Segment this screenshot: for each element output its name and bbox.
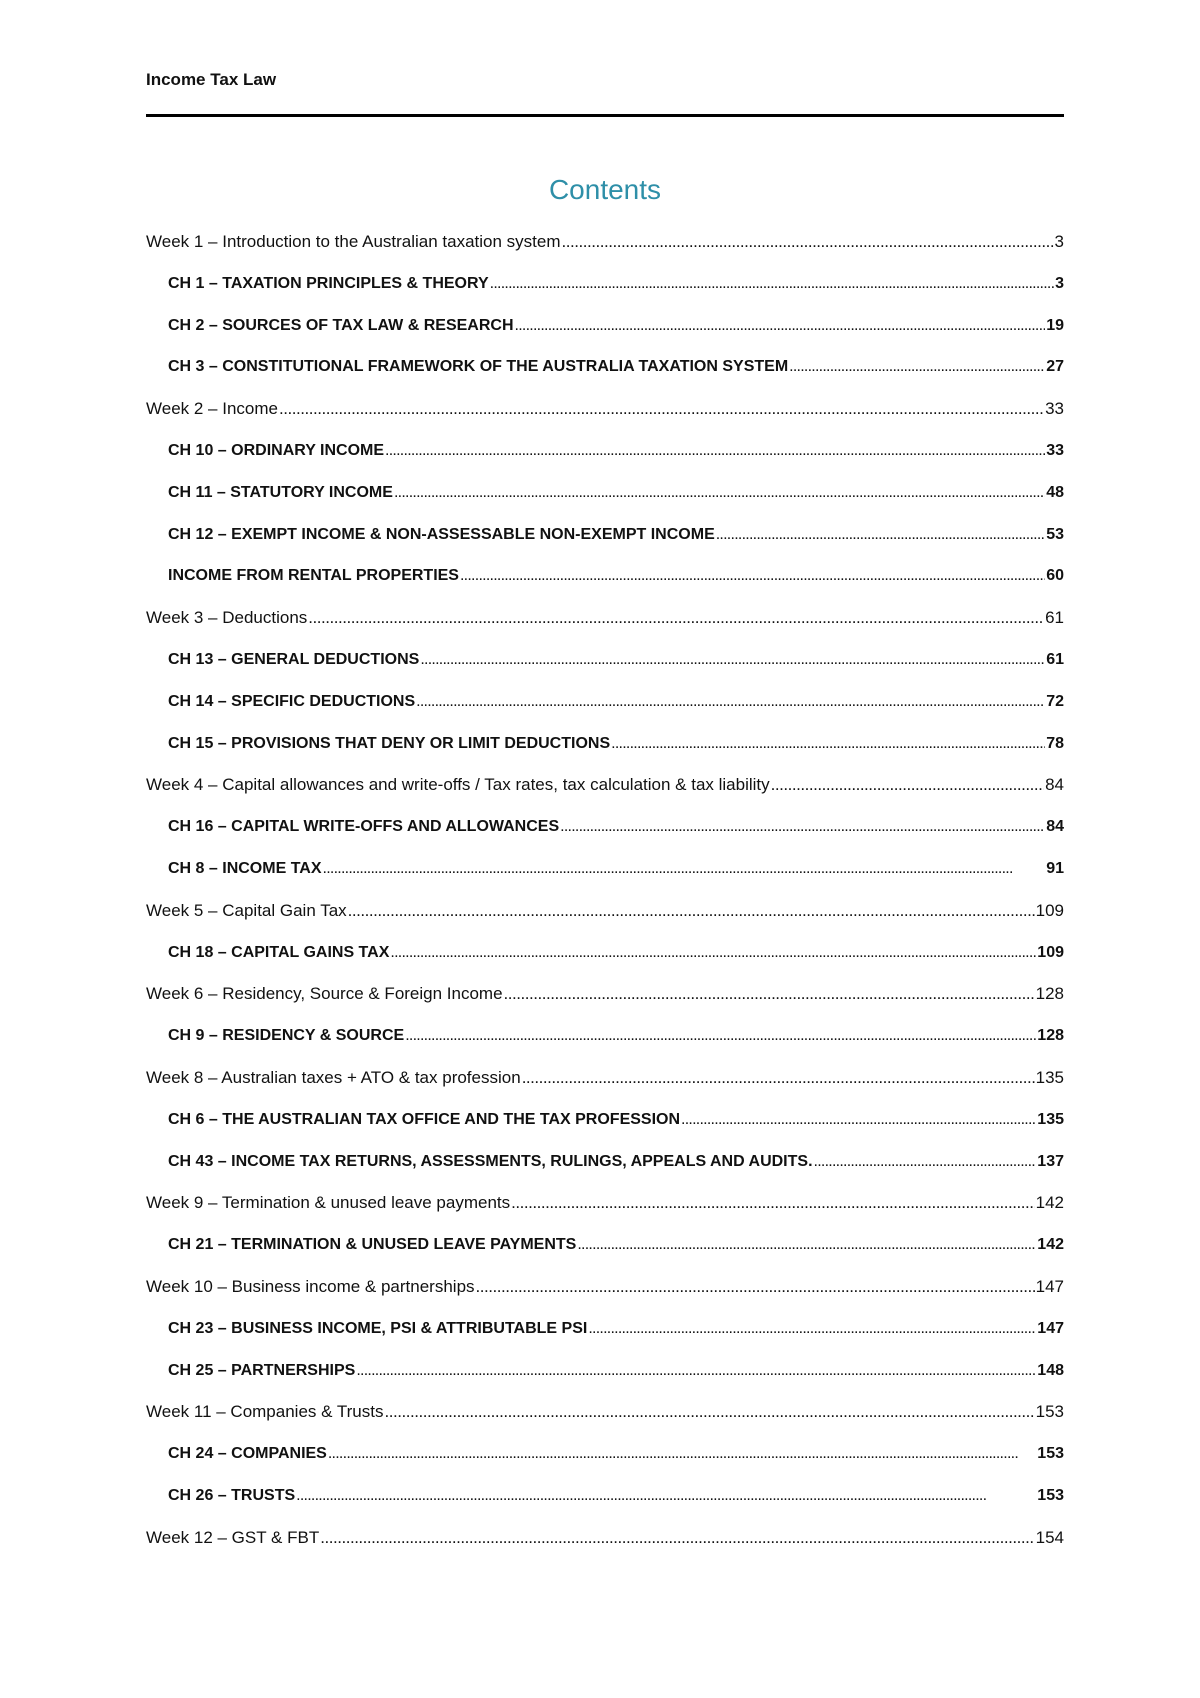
toc-entry-chapter[interactable] [146, 648, 1064, 690]
toc-dot-leader [296, 1484, 1036, 1508]
toc-entry-label: CH 24 – COMPANIES [168, 1445, 327, 1463]
toc-page-number: 33 [1045, 399, 1064, 419]
toc-entry-chapter[interactable] [146, 564, 1064, 606]
toc-entry-chapter[interactable] [146, 523, 1064, 565]
toc-page-number: 3 [1054, 232, 1064, 251]
toc-page-number: 147 [1037, 1319, 1064, 1337]
toc-entry-label: CH 9 – RESIDENCY & SOURCE [168, 1027, 405, 1045]
toc-dot-leader [814, 1150, 1037, 1174]
toc-dot-leader [511, 1191, 1034, 1215]
toc-page-number: 137 [1037, 1152, 1064, 1170]
toc-entry-label: CH 18 – CAPITAL GAINS TAX [168, 943, 390, 961]
toc-page-number: 147 [1035, 1276, 1064, 1296]
toc-page-number: 53 [1046, 525, 1064, 543]
toc-entry-chapter[interactable] [146, 1108, 1064, 1150]
toc-page-number: 135 [1037, 1110, 1064, 1128]
toc-dot-leader [789, 355, 1045, 379]
toc-page-number: 33 [1046, 441, 1064, 459]
toc-entry-chapter[interactable] [146, 1359, 1064, 1401]
toc-dot-leader [416, 690, 1045, 714]
toc-entry-label: Week 10 – Business income & partnerships [146, 1276, 475, 1296]
toc-page-number: 72 [1046, 692, 1064, 710]
toc-entry-chapter[interactable] [146, 690, 1064, 732]
toc-dot-leader [560, 815, 1045, 839]
toc-entry-week[interactable] [146, 1526, 1064, 1568]
toc-dot-leader [522, 1066, 1035, 1090]
toc-page-number: 61 [1045, 608, 1064, 628]
toc-entry-label: CH 6 – THE AUSTRALIAN TAX OFFICE AND THE TAX PROFESSION [168, 1110, 681, 1128]
toc-dot-leader [611, 732, 1045, 756]
toc-entry-label: CH 11 – STATUTORY INCOME [168, 483, 393, 501]
toc-entry-label: CH 8 – INCOME TAX [168, 859, 322, 877]
toc-entry-label: CH 15 – PROVISIONS THAT DENY OR LIMIT DEDUCTIONS [168, 734, 611, 752]
toc-page-number: 148 [1037, 1361, 1064, 1379]
toc-page-number: 3 [1055, 274, 1064, 292]
table-of-contents [146, 230, 1064, 1568]
toc-entry-label: Week 12 – GST & FBT [146, 1527, 320, 1547]
toc-entry-label: CH 1 – TAXATION PRINCIPLES & THEORY [168, 274, 489, 292]
toc-heading: Contents [548, 174, 662, 205]
toc-entry-chapter[interactable] [146, 1484, 1064, 1526]
toc-dot-leader [490, 272, 1054, 296]
toc-entry-chapter[interactable] [146, 857, 1064, 899]
page-header [146, 70, 1064, 90]
toc-entry-label: CH 21 – TERMINATION & UNUSED LEAVE PAYMENTS [168, 1236, 577, 1254]
toc-entry-label: Week 5 – Capital Gain Tax [146, 900, 347, 920]
toc-dot-leader [504, 982, 1035, 1006]
toc-entry-label: Week 4 – Capital allowances and write-offs / Tax rates, tax calculation & tax liability [146, 775, 770, 795]
toc-page-number: 61 [1046, 650, 1064, 668]
toc-entry-chapter[interactable] [146, 1150, 1064, 1192]
toc-page-number: 19 [1046, 316, 1064, 334]
toc-dot-leader [328, 1442, 1036, 1466]
toc-entry-label: CH 3 – CONSTITUTIONAL FRAMEWORK OF THE AUSTRALIA TAXATION SYSTEM [168, 358, 789, 376]
toc-entry-label: CH 26 – TRUSTS [168, 1486, 296, 1504]
toc-page-number: 153 [1035, 1402, 1064, 1422]
toc-page-number: 153 [1037, 1486, 1064, 1504]
toc-dot-leader [562, 230, 1054, 254]
toc-entry-week[interactable] [146, 606, 1064, 648]
toc-page-number: 78 [1046, 734, 1064, 752]
toc-dot-leader [420, 648, 1045, 672]
toc-page-number: 135 [1035, 1067, 1064, 1087]
toc-page-number: 84 [1045, 775, 1064, 795]
toc-entry-label: CH 16 – CAPITAL WRITE-OFFS AND ALLOWANCES [168, 818, 560, 836]
toc-entry-week[interactable] [146, 397, 1064, 439]
toc-entry-label: Week 2 – Income [146, 399, 278, 419]
toc-dot-leader [348, 899, 1035, 923]
toc-entry-week[interactable] [146, 1191, 1064, 1233]
toc-entry-chapter[interactable] [146, 481, 1064, 523]
header-rule [146, 114, 1064, 117]
toc-entry-label: Week 8 – Australian taxes + ATO & tax profession [146, 1067, 521, 1087]
toc-page-number: 109 [1035, 900, 1064, 920]
toc-entry-label: CH 2 – SOURCES OF TAX LAW & RESEARCH [168, 316, 514, 334]
toc-entry-label: Week 9 – Termination & unused leave payments [146, 1193, 511, 1213]
toc-dot-leader [356, 1359, 1036, 1383]
toc-entry-label: Week 1 – Introduction to the Australian taxation system [146, 232, 561, 251]
toc-page-number: 154 [1035, 1527, 1064, 1547]
toc-page-number: 91 [1046, 859, 1064, 877]
toc-entry-week[interactable] [146, 230, 1064, 272]
toc-entry-week[interactable] [146, 1400, 1064, 1442]
toc-entry-label: Week 6 – Residency, Source & Foreign Income [146, 984, 503, 1004]
toc-entry-week[interactable] [146, 1275, 1064, 1317]
toc-entry-chapter[interactable] [146, 355, 1064, 397]
toc-dot-leader [515, 314, 1046, 338]
toc-entry-label: CH 12 – EXEMPT INCOME & NON-ASSESSABLE NON-EXEMPT INCOME [168, 525, 715, 543]
toc-entry-label: CH 43 – INCOME TAX RETURNS, ASSESSMENTS, RULINGS, APPEALS AND AUDITS. [168, 1152, 813, 1170]
toc-page-number: 48 [1046, 483, 1064, 501]
toc-entry-chapter[interactable] [146, 815, 1064, 857]
toc-entry-label: INCOME FROM RENTAL PROPERTIES [168, 567, 459, 585]
toc-entry-chapter[interactable] [146, 1024, 1064, 1066]
toc-page-number: 128 [1035, 984, 1064, 1004]
toc-dot-leader [405, 1024, 1036, 1048]
toc-dot-leader [320, 1526, 1034, 1550]
toc-entry-week[interactable] [146, 899, 1064, 941]
toc-dot-leader [577, 1233, 1036, 1257]
toc-entry-chapter[interactable] [146, 1317, 1064, 1359]
toc-entry-chapter[interactable] [146, 272, 1064, 314]
toc-entry-week[interactable] [146, 982, 1064, 1024]
toc-entry-label: CH 23 – BUSINESS INCOME, PSI & ATTRIBUTABLE PSI [168, 1319, 588, 1337]
toc-dot-leader [476, 1275, 1035, 1299]
toc-dot-leader [588, 1317, 1036, 1341]
toc-page-number: 142 [1035, 1193, 1064, 1213]
toc-entry-label: Week 11 – Companies & Trusts [146, 1402, 384, 1422]
toc-dot-leader [394, 481, 1045, 505]
toc-entry-label: Week 3 – Deductions [146, 608, 308, 628]
toc-page-number: 27 [1046, 358, 1064, 376]
toc-dot-leader [279, 397, 1044, 421]
toc-entry-chapter[interactable] [146, 314, 1064, 356]
toc-dot-leader [390, 941, 1036, 965]
toc-dot-leader [716, 523, 1045, 547]
toc-page-number: 142 [1037, 1236, 1064, 1254]
toc-entry-chapter[interactable] [146, 1233, 1064, 1275]
toc-entry-chapter[interactable] [146, 439, 1064, 481]
toc-entry-chapter[interactable] [146, 1442, 1064, 1484]
toc-entry-label: CH 25 – PARTNERSHIPS [168, 1361, 356, 1379]
toc-entry-label: CH 10 – ORDINARY INCOME [168, 441, 385, 459]
toc-page-number: 128 [1037, 1027, 1064, 1045]
toc-entry-label: CH 14 – SPECIFIC DEDUCTIONS [168, 692, 416, 710]
toc-dot-leader [460, 564, 1045, 588]
toc-dot-leader [385, 439, 1045, 463]
toc-entry-week[interactable] [146, 1066, 1064, 1108]
toc-entry-week[interactable] [146, 773, 1064, 815]
toc-dot-leader [384, 1400, 1034, 1424]
toc-entry-chapter[interactable] [146, 732, 1064, 774]
toc-dot-leader [681, 1108, 1036, 1132]
header-title: Income Tax Law [146, 70, 277, 89]
toc-entry-label: CH 13 – GENERAL DEDUCTIONS [168, 650, 420, 668]
toc-entry-chapter[interactable] [146, 941, 1064, 983]
toc-page-number: 84 [1046, 818, 1064, 836]
toc-dot-leader [323, 857, 1046, 881]
toc-dot-leader [771, 773, 1044, 797]
toc-dot-leader [308, 606, 1044, 630]
toc-page-number: 60 [1046, 567, 1064, 585]
toc-page-number: 109 [1037, 943, 1064, 961]
toc-page-number: 153 [1037, 1445, 1064, 1463]
